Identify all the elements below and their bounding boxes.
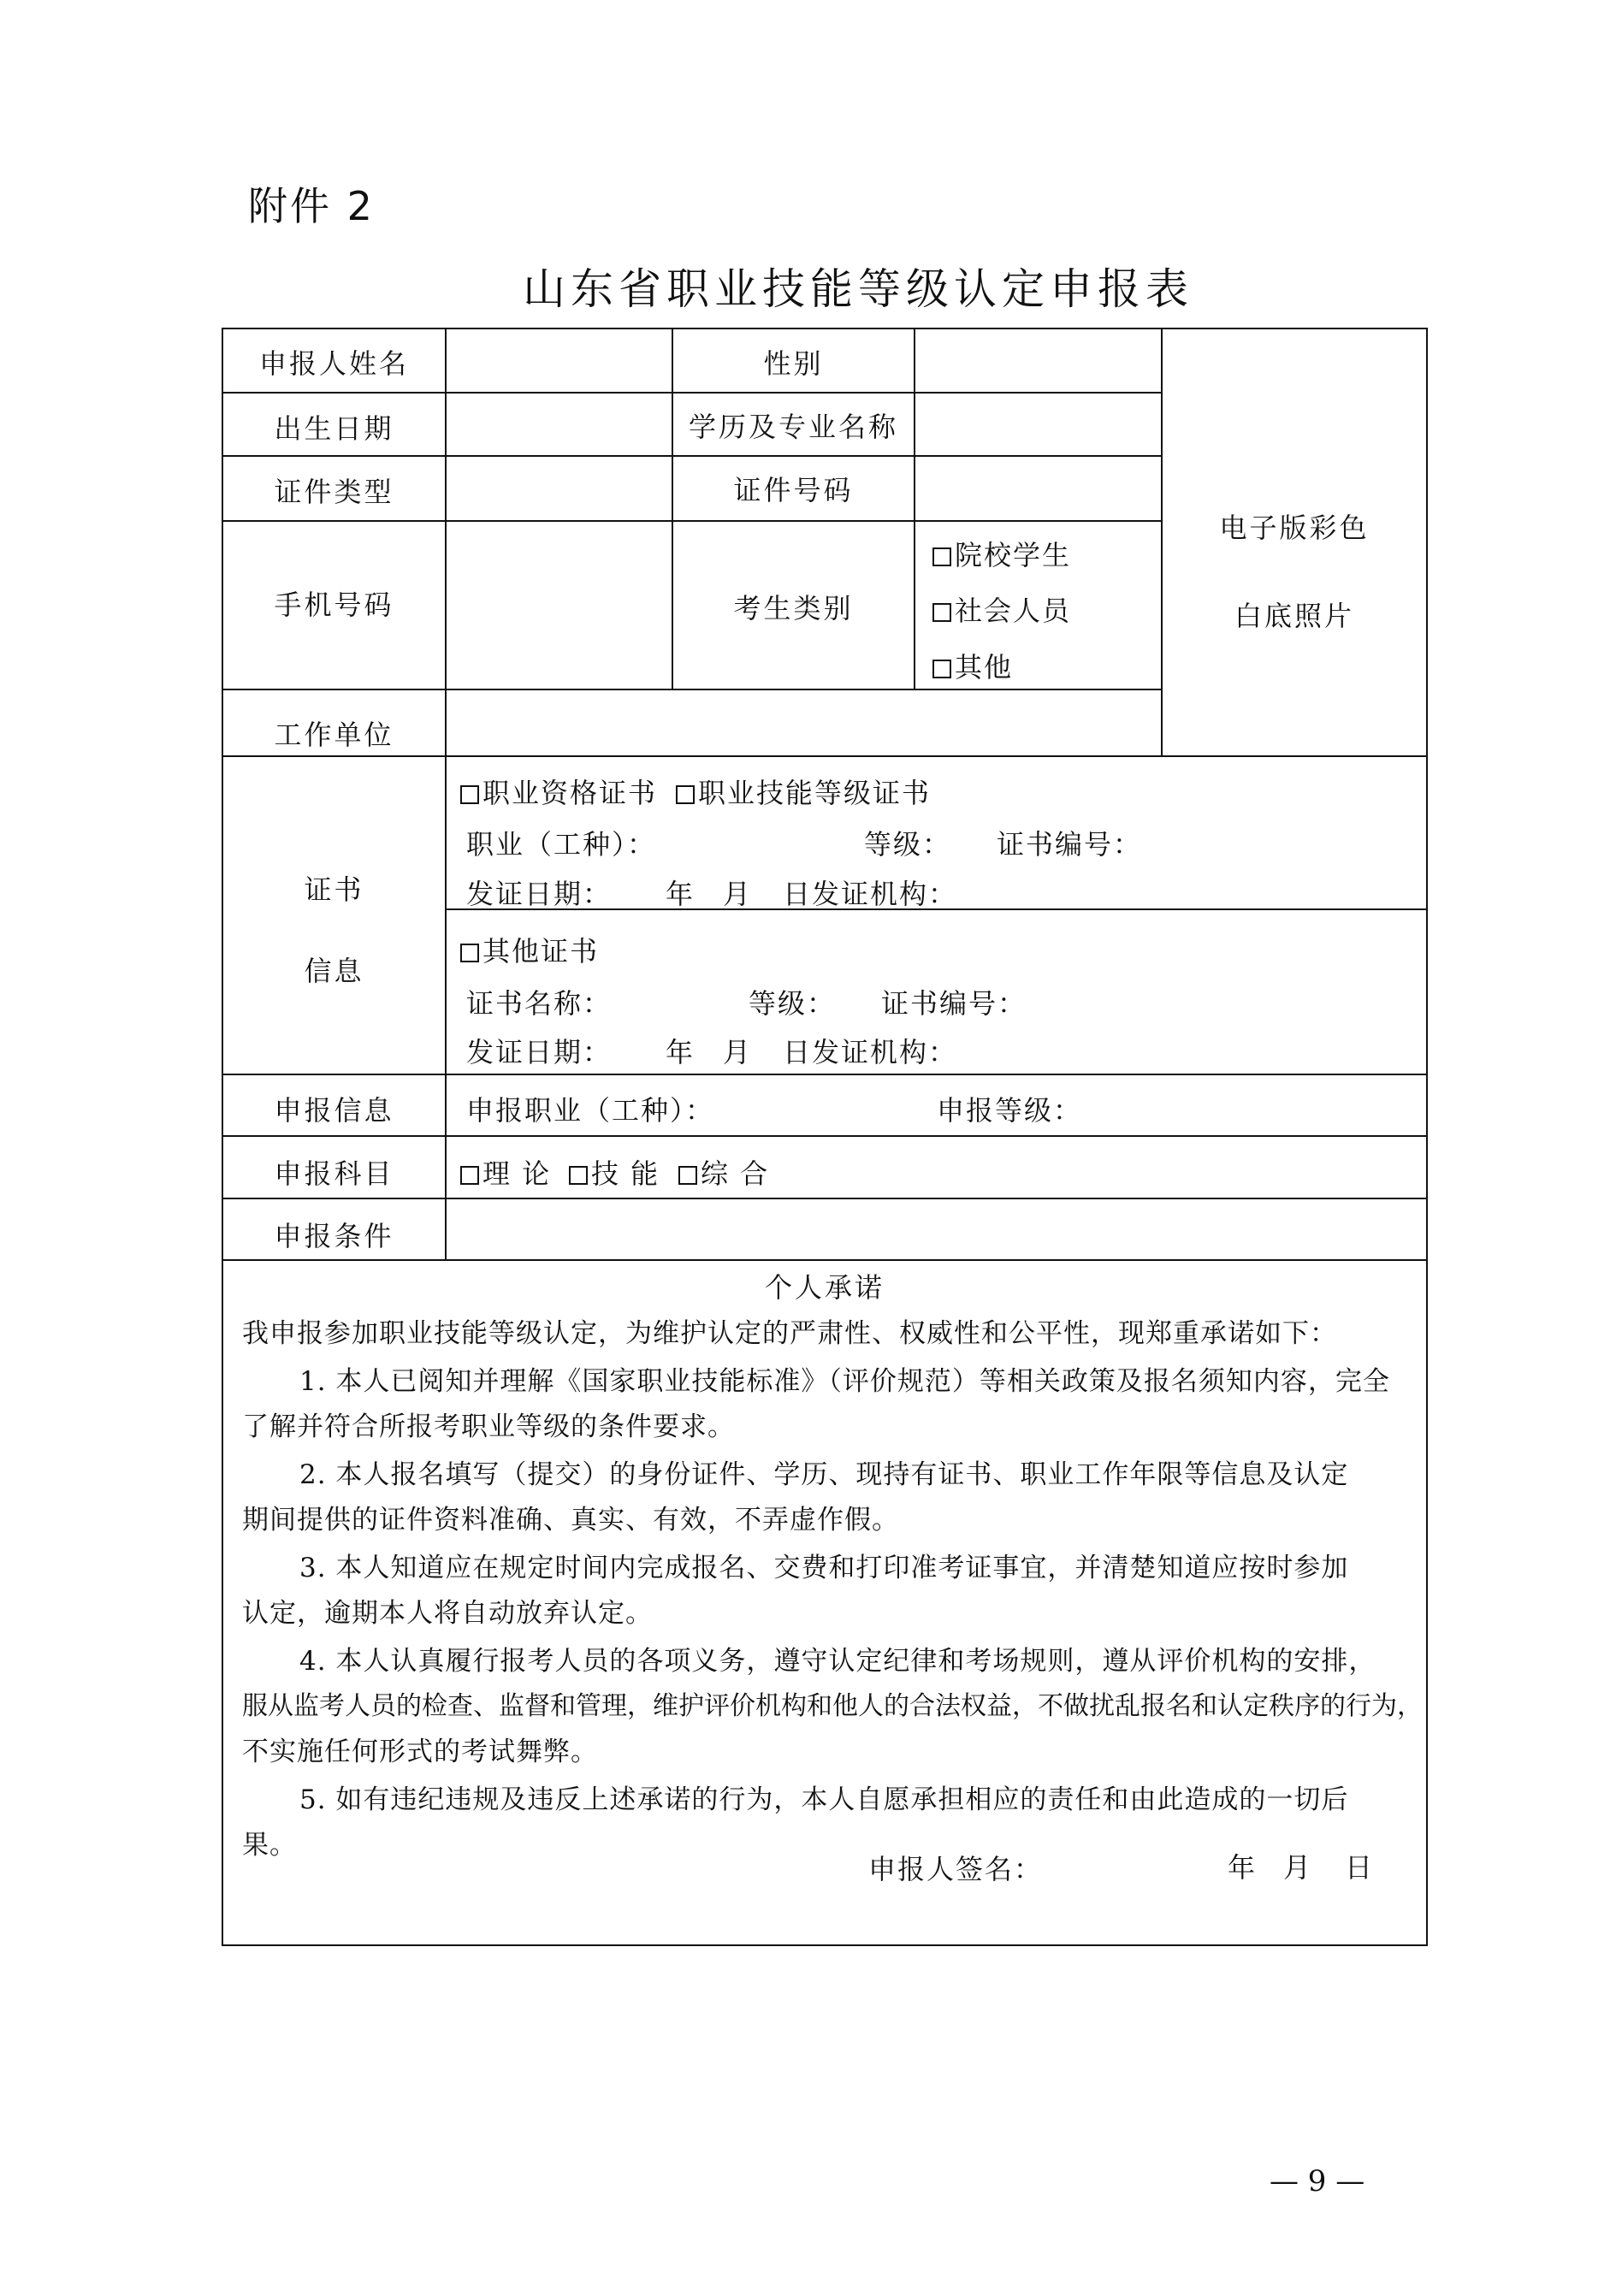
commitment-line: 服从监考人员的检查、监督和管理，维护评价机构和他人的合法权益，不做扰乱报名和认定秩序的行为， xyxy=(242,1691,1423,1721)
form-title: 山东省职业技能等级认定申报表 xyxy=(523,264,1193,314)
commitment-line: 了解并符合所报考职业等级的条件要求。 xyxy=(242,1411,735,1442)
gender-field[interactable] xyxy=(916,330,1159,390)
commitment-line: 1. 本人已阅知并理解《国家职业技能标准》（评价规范）等相关政策及报名须知内容，完全 xyxy=(299,1366,1390,1397)
birth-field[interactable] xyxy=(447,394,670,453)
commitment-line: 认定，逾期本人将自动放弃认定。 xyxy=(242,1598,653,1629)
grade-label: 等级： xyxy=(864,828,952,861)
apply-occupation-label: 申报职业（工种）： xyxy=(466,1094,715,1127)
education-field[interactable] xyxy=(916,394,1159,453)
day-agency-label: 日发证机构： xyxy=(783,878,958,910)
condition-field[interactable] xyxy=(447,1200,1425,1257)
checkbox-icon xyxy=(569,1166,588,1185)
grade-label-2: 等级： xyxy=(749,987,837,1020)
signature-field[interactable] xyxy=(1035,1846,1206,1884)
id-number-field[interactable] xyxy=(916,458,1159,518)
occupation-label: 职业（工种）： xyxy=(466,828,657,861)
month-label-2: 月 xyxy=(723,1036,753,1068)
commitment-line: 4. 本人认真履行报考人员的各项义务，遵守认定纪律和考场规则，遵从评价机构的安排， xyxy=(299,1646,1376,1677)
commitment-heading: 个人承诺 xyxy=(764,1271,885,1304)
checkbox-icon xyxy=(460,785,479,804)
checkbox-icon xyxy=(676,785,695,804)
cert-label-1: 证书 xyxy=(304,873,364,906)
subject-theory[interactable]: 理 论 xyxy=(460,1152,551,1192)
commitment-line: 我申报参加职业技能等级认定，为维护认定的严肃性、权威性和公平性，现郑重承诺如下： xyxy=(242,1318,1337,1349)
option-other-cert[interactable]: 其他证书 xyxy=(460,930,599,969)
commitment-line: 2. 本人报名填写（提交）的身份证件、学历、现持有证书、职业工作年限等信息及认定 xyxy=(299,1459,1349,1490)
cert-no-label-2: 证书编号： xyxy=(881,987,1027,1020)
commitment-line: 期间提供的证件资料准确、真实、有效，不弄虚作假。 xyxy=(242,1505,899,1536)
issue-date-label-2: 发证日期： xyxy=(466,1036,613,1068)
checkbox-icon xyxy=(932,603,951,622)
name-field[interactable] xyxy=(447,330,670,390)
checkbox-icon xyxy=(932,547,951,566)
commitment-line: 不实施任何形式的考试舞弊。 xyxy=(242,1737,598,1767)
subject-comprehensive[interactable]: 综 合 xyxy=(678,1152,769,1192)
cert-no-label: 证书编号： xyxy=(997,828,1143,861)
id-number-label: 证件号码 xyxy=(733,474,854,506)
subject-skill[interactable]: 技 能 xyxy=(569,1152,660,1192)
id-type-field[interactable] xyxy=(447,458,670,518)
commitment-line: 5. 如有违纪违规及违反上述承诺的行为，本人自愿承担相应的责任和由此造成的一切后 xyxy=(299,1784,1349,1815)
phone-field[interactable] xyxy=(447,523,670,687)
photo-text-1: 电子版彩色 xyxy=(1219,512,1370,544)
education-label: 学历及专业名称 xyxy=(688,411,898,443)
apply-subject-label: 申报科目 xyxy=(274,1157,394,1190)
issue-date-label: 发证日期： xyxy=(466,878,613,910)
sign-day: 日 xyxy=(1345,1851,1375,1884)
sign-year: 年 xyxy=(1228,1851,1258,1884)
option-qualification-cert[interactable]: 职业资格证书 xyxy=(460,772,657,811)
checkbox-icon xyxy=(460,944,479,962)
id-type-label: 证件类型 xyxy=(274,476,394,508)
cert-name-label: 证书名称： xyxy=(466,987,613,1020)
option-student[interactable]: 院校学生 xyxy=(932,534,1071,573)
option-social[interactable]: 社会人员 xyxy=(932,589,1071,629)
phone-label: 手机号码 xyxy=(274,589,394,621)
birth-label: 出生日期 xyxy=(274,412,394,445)
candidate-type-label: 考生类别 xyxy=(733,592,854,624)
apply-info-label: 申报信息 xyxy=(274,1094,394,1127)
option-other[interactable]: 其他 xyxy=(932,646,1013,685)
year-label-2: 年 xyxy=(666,1036,696,1068)
workplace-field[interactable] xyxy=(447,691,1159,754)
checkbox-icon xyxy=(932,660,951,678)
day-agency-label-2: 日发证机构： xyxy=(783,1036,958,1068)
name-label: 申报人姓名 xyxy=(258,347,409,380)
workplace-label: 工作单位 xyxy=(274,719,394,751)
signature-label: 申报人签名： xyxy=(868,1853,1044,1885)
month-label: 月 xyxy=(723,878,753,910)
page-number: — 9 — xyxy=(1270,2164,1365,2198)
commitment-line: 果。 xyxy=(242,1830,297,1861)
commitment-line: 3. 本人知道应在规定时间内完成报名、交费和打印准考证事宜，并清楚知道应按时参加 xyxy=(299,1553,1349,1583)
checkbox-icon xyxy=(678,1166,697,1185)
photo-text-2: 白底照片 xyxy=(1234,600,1354,632)
gender-label: 性别 xyxy=(763,347,824,380)
apply-level-label: 申报等级： xyxy=(937,1094,1083,1127)
option-skill-level-cert[interactable]: 职业技能等级证书 xyxy=(676,772,931,811)
apply-condition-label: 申报条件 xyxy=(274,1220,394,1252)
cert-label-2: 信息 xyxy=(304,955,364,987)
checkbox-icon xyxy=(460,1166,479,1185)
sign-month: 月 xyxy=(1283,1851,1313,1884)
attachment-label: 附件 2 xyxy=(248,183,375,229)
year-label: 年 xyxy=(666,878,696,910)
